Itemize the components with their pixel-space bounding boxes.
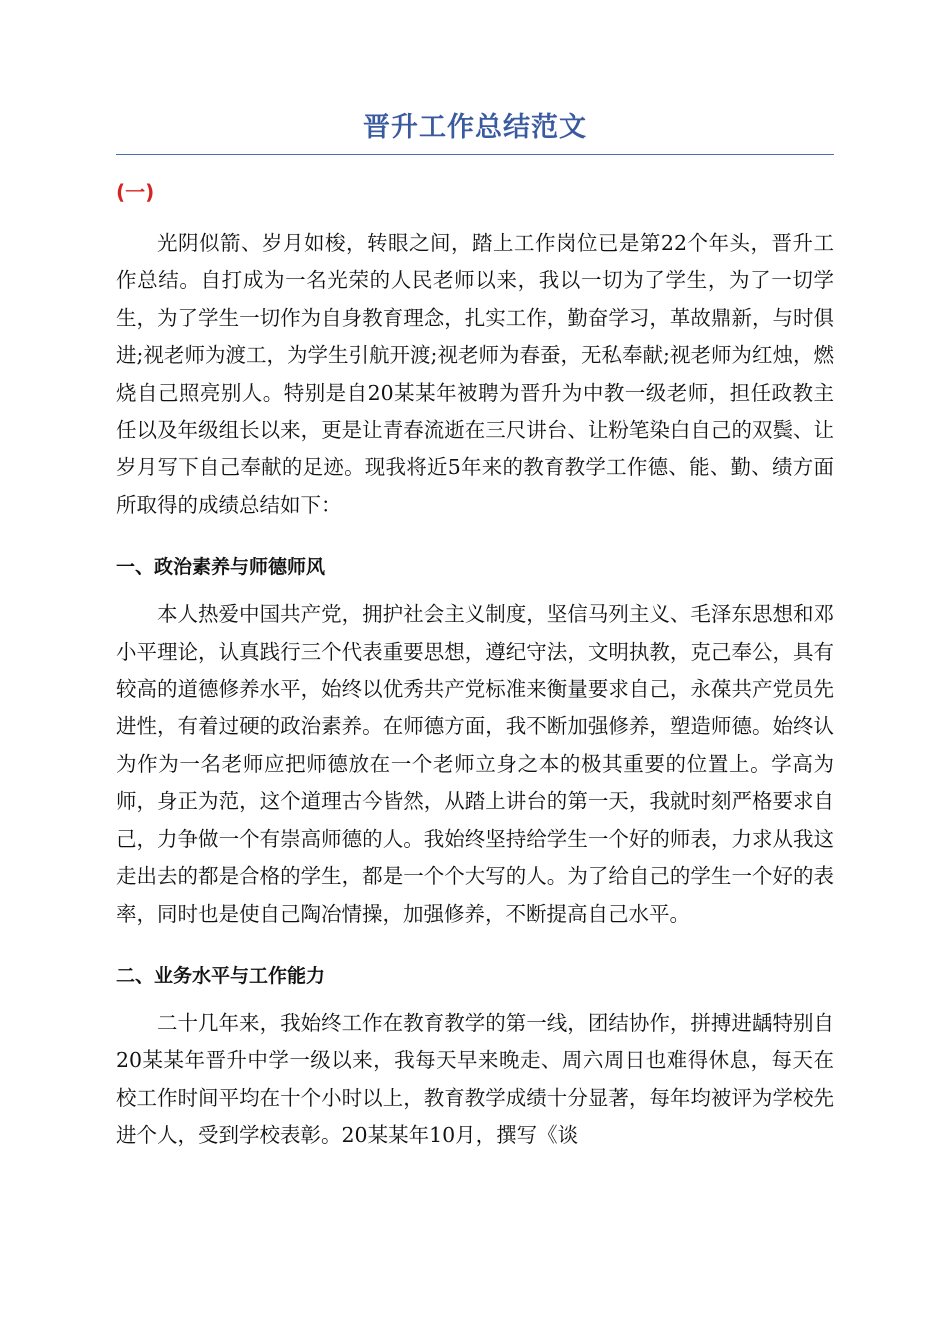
section-paragraph-politics: 本人热爱中国共产党，拥护社会主义制度，坚信马列主义、毛泽东思想和邓小平理论，认真践行三个代表重要思想，遵纪守法，文明执教，克己奉公，具有较高的道德修养水平，始终以优秀共产党标准来衡量要求自己，永葆共产党员先进性，有着过硬的政治素养。在师德方面，我不断加强修养，塑造师德。始终认为作为一名老师应把师德放在一个老师立身之本的极其重要的位置上。学高为师，身正为范，这个道理古今皆然，从踏上讲台的第一天，我就时刻严格要求自己，力争做一个有崇高师德的人。我始终坚持给学生一个好的师表，力求从我这走出去的都是合格的学生，都是一个个大写的人。为了给自己的学生一个好的表率，同时也是使自己陶冶情操，加强修养，不断提高自己水平。: [116, 602, 834, 926]
intro-paragraph: 光阴似箭、岁月如梭，转眼之间，踏上工作岗位已是第22个年头，晋升工作总结。自打成为一名光荣的人民老师以来，我以一切为了学生，为了一切学生，为了学生一切作为自身教育理念，扎实工作，勤奋学习，革故鼎新，与时俱进;视老师为渡工，为学生引航开渡;视老师为春蚕，无私奉献;视老师为红烛，燃烧自己照亮别人。特别是自20某某年被聘为晋升为中教一级老师，担任政教主任以及年级组长以来，更是让青春流逝在三尺讲台、让粉笔染白自己的双鬓、让岁月写下自己奉献的足迹。现我将近5年来的教育教学工作德、能、勤、绩方面所取得的成绩总结如下：: [116, 231, 834, 517]
section-paragraph-ability: 二十几年来，我始终工作在教育教学的第一线，团结协作，拼搏进龋特别自20某某年晋升中学一级以来，我每天早来晚走、周六周日也难得休息，每天在校工作时间平均在十个小时以上，教育教学成绩十分显著，每年均被评为学校先进个人，受到学校表彰。20某某年10月，撰写《谈: [116, 1010, 834, 1148]
section-heading-politics: 一、政治素养与师德师风: [116, 556, 326, 579]
section-marker: (一): [116, 180, 155, 204]
section-heading-ability: 二、业务水平与工作能力: [116, 964, 326, 987]
document-title: 晋升工作总结范文: [363, 112, 587, 143]
title-divider: [116, 154, 834, 155]
document-page: [116, 108, 834, 1155]
